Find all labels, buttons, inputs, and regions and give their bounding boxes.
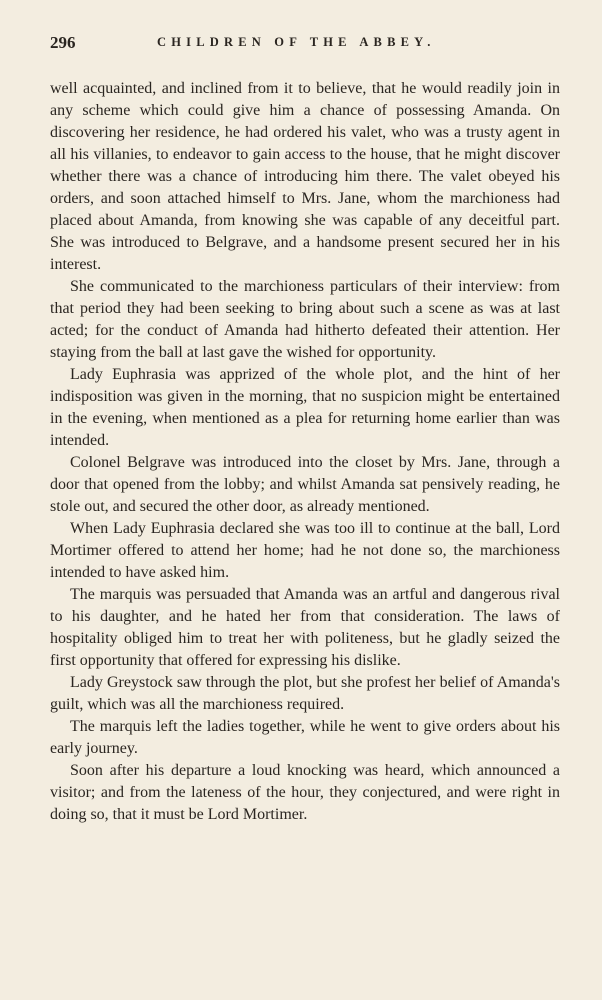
paragraph: Soon after his departure a loud knocking was heard, which announced a visitor; and from the lateness of the hour, they conjectured, and were right in doing so, that it must be Lord Mortimer. — [50, 762, 560, 823]
paragraph: When Lady Euphrasia declared she was too ill to continue at the ball, Lord Mortimer offered to attend her home; had he not done so, the marchioness intended to have asked him. — [50, 520, 560, 581]
paragraph: Lady Greystock saw through the plot, but she profest her belief of Amanda's guilt, which was all the marchioness required. — [50, 674, 560, 713]
body-text — [50, 78, 560, 826]
paragraph: She communicated to the marchioness particulars of their interview: from that period they had been seeking to bring about such a scene as was at last acted; for the conduct of Amanda had hitherto defeated their attention. Her staying from the ball at last gave the wished for opportunity. — [50, 278, 560, 361]
paragraph: Colonel Belgrave was introduced into the closet by Mrs. Jane, through a door that opened from the lobby; and whilst Amanda sat pensively reading, he stole out, and secured the other door, as already mentioned. — [50, 454, 560, 515]
running-head: CHILDREN OF THE ABBEY. — [157, 35, 436, 49]
paragraph: Lady Euphrasia was apprized of the whole plot, and the hint of her indisposition was given in the morning, that no suspicion might be entertained in the evening, when mentioned as a plea for returning home earlier than was intended. — [50, 366, 560, 449]
paragraph: well acquainted, and inclined from it to believe, that he would readily join in any scheme which could give him a chance of possessing Amanda. On discovering her residence, he had ordered his valet, who was a trusty agent in all his villanies, to endeavor to gain access to the house, that he might discover whether there was a chance of introducing him there. The valet obeyed his orders, and soon attached himself to Mrs. Jane, whom the marchioness had placed about Amanda, from knowing she was capable of any deceitful part. She was introduced to Belgrave, and a handsome present secured her in his interest. — [50, 80, 560, 273]
paragraph: The marquis was persuaded that Amanda was an artful and dangerous rival to his daughter, and he hated her from that consideration. The laws of hospitality obliged him to treat her with politeness, but he gladly seized the first opportunity that offered for expressing his dislike. — [50, 586, 560, 669]
page-number: 296 — [50, 33, 76, 52]
paragraph: The marquis left the ladies together, while he went to give orders about his early journey. — [50, 718, 560, 757]
page-header — [50, 33, 560, 57]
